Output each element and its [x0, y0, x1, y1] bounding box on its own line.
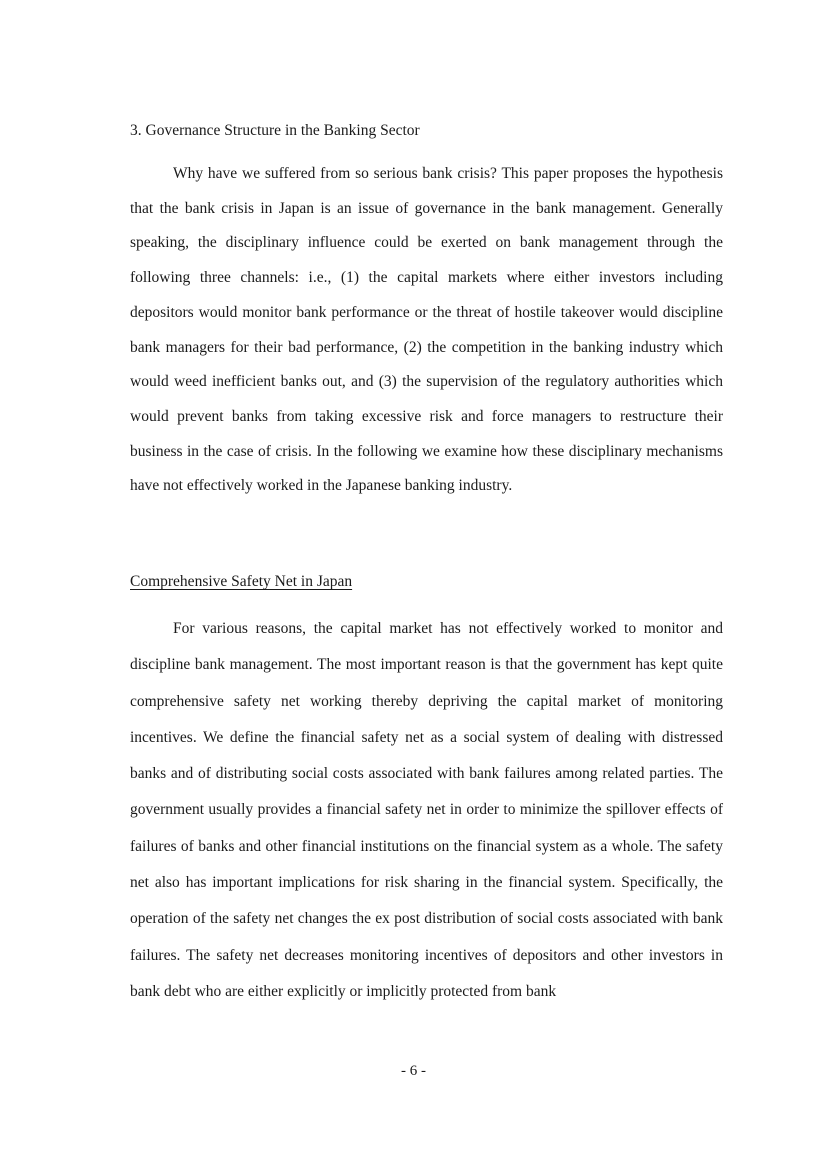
body-paragraph-governance: Why have we suffered from so serious bank crisis? This paper proposes the hypothesis that the bank crisis in Japan is an issue of governance in the bank management. Generally speaking, the disciplinary influence could be exerted on bank management through the following three channels: i.e., (1) the capital markets where either investors including depositors would monitor bank performance or the threat of hostile takeover would discipline bank managers for their bad performance, (2) the competition in the banking industry which would weed inefficient banks out, and (3) the supervision of the regulatory authorities which would prevent banks from taking excessive risk and force managers to restructure their business in the case of crisis. In the following we examine how these disciplinary mechanisms have not effectively worked in the Japanese banking industry.: [130, 165, 723, 495]
subheading-safety-net: Comprehensive Safety Net in Japan: [130, 573, 353, 590]
body-paragraph-safety-net: For various reasons, the capital market has not effectively worked to monitor and discipline bank management. The most important reason is that the government has kept quite comprehensive safety net working thereby depriving the capital market of monitoring incentives. We define the financial safety net as a social system of dealing with distressed banks and of distributing social costs associated with bank failures among related parties. The government usually provides a financial safety net in order to minimize the spillover effects of failures of banks and other financial institutions on the financial system as a whole. The safety net also has important implications for risk sharing in the financial system. Specifically, the operation of the safety net changes the ex post distribution of social costs associated with bank failures. The safety net decreases monitoring incentives of depositors and other investors in bank debt who are either explicitly or implicitly protected from bank: [130, 620, 723, 1000]
page-number: - 6 -: [401, 1063, 426, 1079]
section-heading: 3. Governance Structure in the Banking Sector: [130, 122, 420, 139]
